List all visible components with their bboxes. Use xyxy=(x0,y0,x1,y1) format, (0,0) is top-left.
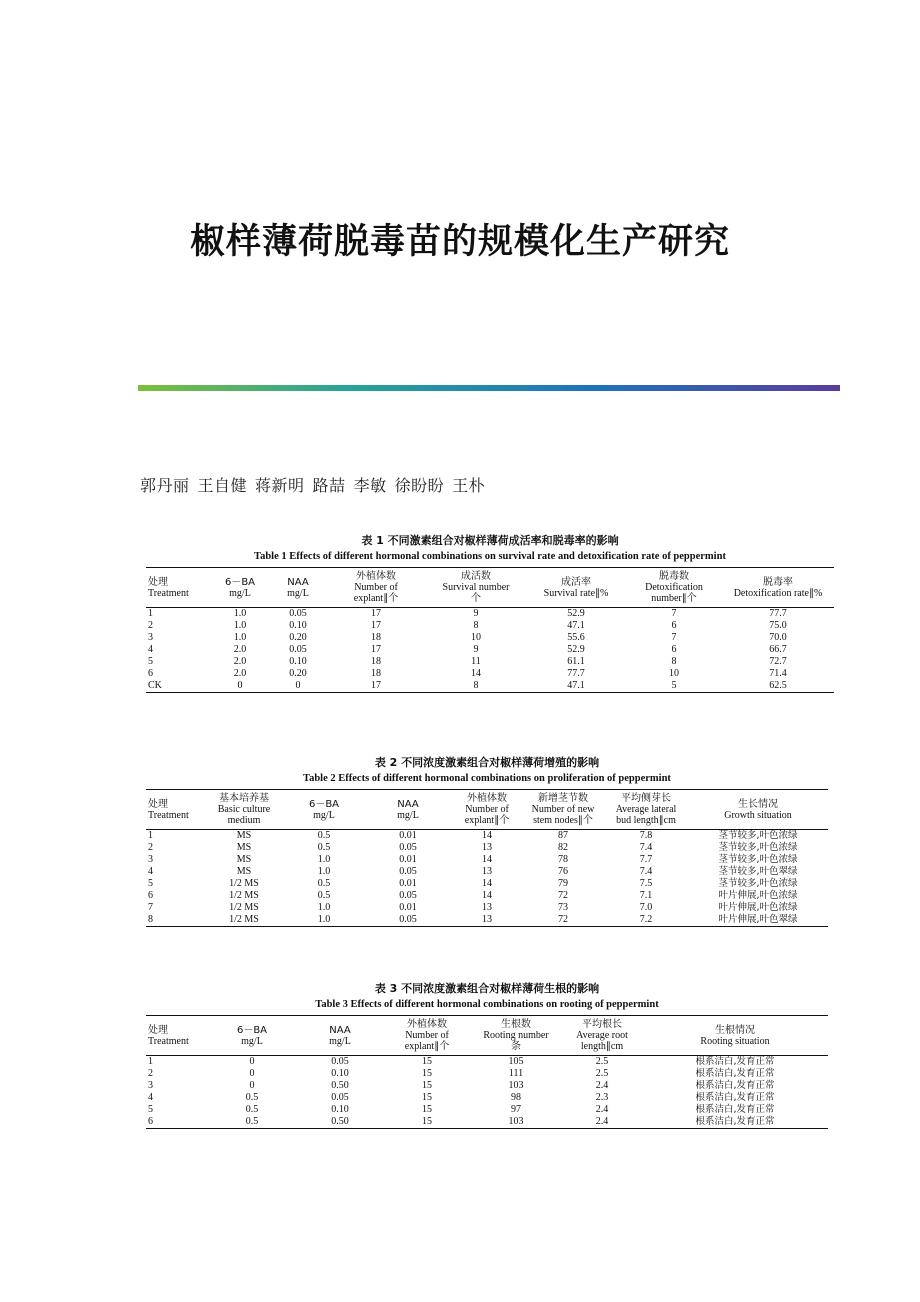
table-cell: 97 xyxy=(511,1104,521,1115)
table-cell: 0.5 xyxy=(245,1092,259,1103)
table-cell: MS xyxy=(236,854,252,865)
table-cell: 105 xyxy=(508,1056,524,1067)
table-cell: 0.10 xyxy=(289,620,307,631)
table-cell: 0.10 xyxy=(289,656,307,667)
table-cell: 2.3 xyxy=(595,1092,609,1103)
table-cell: 13 xyxy=(482,914,492,925)
table-cell: 77.7 xyxy=(769,608,787,619)
table-cell: 0 xyxy=(249,1080,255,1091)
column-header-line: Number of xyxy=(465,804,509,815)
table-column-header xyxy=(208,1016,296,1056)
column-header-line: Survival rate∥% xyxy=(543,587,609,599)
column-header-line: mg/L xyxy=(241,1035,263,1047)
table-row xyxy=(146,902,828,914)
table-2-caption-cn: 表 2 不同浓度激素组合对椒样薄荷增殖的影响 xyxy=(374,756,600,769)
table-cell: 4 xyxy=(148,644,153,655)
table-cell: 7 xyxy=(671,632,677,643)
table-cell: 0.05 xyxy=(399,890,417,901)
table-row xyxy=(146,656,834,668)
table-2-caption-en: Table 2 Effects of different hormonal combinations on proliferation of peppermint xyxy=(303,773,671,784)
table-cell: 76 xyxy=(558,866,568,877)
column-header-line: bud length∥cm xyxy=(616,815,676,826)
table-cell: 18 xyxy=(371,656,381,667)
column-header-line: 成活率 xyxy=(561,576,591,588)
table-cell: 1.0 xyxy=(317,854,331,865)
table-cell: 6 xyxy=(671,644,677,655)
table-column-header xyxy=(384,1016,470,1056)
column-header-line: mg/L xyxy=(287,587,309,599)
author-name: 路喆 xyxy=(312,476,346,495)
table-3-caption-cn: 表 3 不同浓度激素组合对椒样薄荷生根的影响 xyxy=(374,982,600,995)
column-header-line: 处理 xyxy=(148,798,168,810)
table-cell: 79 xyxy=(558,878,568,889)
table-row xyxy=(146,1068,828,1080)
table-cell: 0 xyxy=(249,1068,255,1079)
table-cell: 14 xyxy=(482,854,492,865)
column-header-line: mg/L xyxy=(313,809,335,821)
table-cell: 11 xyxy=(471,656,481,667)
table-cell: 15 xyxy=(422,1092,432,1103)
table-cell: 18 xyxy=(371,668,381,679)
table-cell: 0.5 xyxy=(317,830,331,841)
column-header-line: 生长情况 xyxy=(738,798,778,810)
table-cell: 75.0 xyxy=(769,620,787,631)
table-cell: 0.20 xyxy=(289,668,307,679)
table-cell: 根系洁白,发育正常 xyxy=(695,1116,775,1127)
column-header-line: NAA xyxy=(397,798,419,810)
table-cell: 18 xyxy=(371,632,381,643)
table-cell: 茎节较多,叶色翠绿 xyxy=(718,866,798,877)
column-header-line: explant∥个 xyxy=(464,815,510,826)
table-row xyxy=(146,842,828,854)
column-header-line: 条 xyxy=(511,1041,521,1052)
table-1 xyxy=(146,532,834,693)
author-list xyxy=(140,473,493,496)
column-header-line: explant∥个 xyxy=(404,1041,450,1052)
table-cell: 1.0 xyxy=(317,902,331,913)
table-cell: 9 xyxy=(473,608,479,619)
table-cell: 0.05 xyxy=(399,842,417,853)
table-cell: 62.5 xyxy=(769,680,787,691)
table-row xyxy=(146,1092,828,1104)
table-cell: 52.9 xyxy=(567,644,585,655)
table-cell: 13 xyxy=(482,842,492,853)
table-cell: 52.9 xyxy=(567,608,585,619)
table-row xyxy=(146,680,834,693)
column-header-line: Growth situation xyxy=(724,809,792,821)
table-row xyxy=(146,1116,828,1129)
column-header-line: 6－BA xyxy=(224,576,256,588)
table-cell: 0.5 xyxy=(317,878,331,889)
table-cell: 根系洁白,发育正常 xyxy=(695,1056,775,1067)
table-cell: 0.05 xyxy=(331,1092,349,1103)
table-row xyxy=(146,644,834,656)
table-cell: 0.20 xyxy=(289,632,307,643)
column-header-line: mg/L xyxy=(397,809,419,821)
table-cell: 82 xyxy=(558,842,568,853)
table-cell: 0 xyxy=(295,680,301,691)
table-cell: 0.50 xyxy=(331,1080,349,1091)
table-cell: 47.1 xyxy=(567,680,585,691)
table-column-header xyxy=(146,1016,208,1056)
table-column-header xyxy=(364,790,452,830)
table-row xyxy=(146,620,834,632)
table-column-header xyxy=(326,568,426,608)
table-cell: 2.5 xyxy=(595,1068,609,1079)
table-cell: 8 xyxy=(473,620,479,631)
table-cell: 7.1 xyxy=(639,890,653,901)
table-cell: MS xyxy=(236,842,252,853)
table-cell: 4 xyxy=(148,866,153,877)
table-column-header xyxy=(604,790,688,830)
column-header-line: Detoxification xyxy=(645,582,703,593)
table-cell: 茎节较多,叶色浓绿 xyxy=(718,830,798,841)
table-cell: 7 xyxy=(671,608,677,619)
table-cell: 66.7 xyxy=(769,644,787,655)
table-cell: 茎节较多,叶色浓绿 xyxy=(718,878,798,889)
table-cell: 77.7 xyxy=(567,668,585,679)
column-header-line: 脱毒率 xyxy=(763,576,793,588)
column-header-line: explant∥个 xyxy=(353,593,399,604)
table-cell: 55.6 xyxy=(567,632,585,643)
table-column-header xyxy=(470,1016,562,1056)
table-column-header xyxy=(146,790,204,830)
table-cell: 61.1 xyxy=(567,656,585,667)
table-cell: 0.5 xyxy=(317,890,331,901)
table-cell: 3 xyxy=(148,632,153,643)
table-cell: 7.8 xyxy=(639,830,653,841)
table-cell: 2 xyxy=(148,620,153,631)
column-header-line: Number of new xyxy=(531,804,595,815)
table-column-header xyxy=(526,568,626,608)
table-row xyxy=(146,1104,828,1116)
table-column-header xyxy=(452,790,522,830)
column-header-line: 个 xyxy=(471,593,481,604)
gradient-divider xyxy=(138,385,840,391)
column-header-line: 新增茎节数 xyxy=(538,793,588,804)
table-cell: 1/2 MS xyxy=(229,890,259,901)
table-cell: 72 xyxy=(558,890,568,901)
table-cell: 8 xyxy=(473,680,479,691)
table-cell: 0.01 xyxy=(399,878,417,889)
table-cell: 5 xyxy=(671,680,677,691)
table-cell: 3 xyxy=(148,1080,153,1091)
table-cell: 0.10 xyxy=(331,1068,349,1079)
table-cell: 2.0 xyxy=(233,668,247,679)
table-cell: 7.5 xyxy=(639,878,653,889)
table-cell: 10 xyxy=(669,668,679,679)
column-header-line: Treatment xyxy=(148,587,189,599)
table-cell: 0.5 xyxy=(245,1104,259,1115)
table-cell: 8 xyxy=(148,914,153,925)
table-cell: 0.5 xyxy=(317,842,331,853)
column-header-line: 脱毒数 xyxy=(659,571,689,582)
author-name: 王朴 xyxy=(452,476,486,495)
column-header-line: 6－BA xyxy=(308,798,340,810)
table-cell: 13 xyxy=(482,866,492,877)
table-cell: 5 xyxy=(148,878,153,889)
table-cell: 5 xyxy=(148,656,153,667)
column-header-line: stem nodes∥个 xyxy=(533,815,593,826)
table-cell: 1.0 xyxy=(233,620,247,631)
table-cell: 5 xyxy=(148,1104,153,1115)
table-cell: 0.01 xyxy=(399,830,417,841)
column-header-line: medium xyxy=(227,815,261,826)
table-cell: 4 xyxy=(148,1092,153,1103)
table-row xyxy=(146,1080,828,1092)
table-cell: 0.05 xyxy=(399,866,417,877)
table-cell: 14 xyxy=(482,890,492,901)
table-cell: 2.0 xyxy=(233,656,247,667)
table-cell: 0.05 xyxy=(289,608,307,619)
table-cell: 15 xyxy=(422,1080,432,1091)
column-header-line: Rooting number xyxy=(483,1030,549,1041)
column-header-line: 平均侧芽长 xyxy=(621,793,671,804)
table-1-caption-en: Table 1 Effects of different hormonal combinations on survival rate and detoxification rate of peppermint xyxy=(254,551,726,562)
table-column-header xyxy=(522,790,604,830)
table-cell: 7.7 xyxy=(639,854,653,865)
table-cell: 103 xyxy=(508,1080,524,1091)
column-header-line: 外植体数 xyxy=(356,571,396,582)
table-cell: 10 xyxy=(471,632,481,643)
column-header-line: 平均根长 xyxy=(582,1019,622,1030)
table-column-header xyxy=(204,790,284,830)
table-cell: 1.0 xyxy=(317,914,331,925)
table-cell: 13 xyxy=(482,902,492,913)
table-cell: 6 xyxy=(148,890,153,901)
table-cell: 17 xyxy=(371,680,381,691)
page-title: 椒样薄荷脱毒苗的规模化生产研究 xyxy=(189,221,730,262)
table-row xyxy=(146,668,834,680)
column-header-line: Number of xyxy=(354,582,398,593)
table-cell: 0.01 xyxy=(399,854,417,865)
table-cell: 6 xyxy=(148,668,153,679)
table-row xyxy=(146,878,828,890)
table-cell: 103 xyxy=(508,1116,524,1127)
table-cell: 9 xyxy=(473,644,479,655)
table-cell: 73 xyxy=(558,902,568,913)
author-name: 蒋新明 xyxy=(255,476,305,495)
table-column-header xyxy=(270,568,326,608)
column-header-line: 处理 xyxy=(148,1024,168,1036)
table-cell: 14 xyxy=(471,668,481,679)
column-header-line: 成活数 xyxy=(461,571,491,582)
table-cell: 0.01 xyxy=(399,902,417,913)
author-name: 徐盼盼 xyxy=(394,476,445,495)
table-cell: 0.05 xyxy=(331,1056,349,1067)
table-cell: 15 xyxy=(422,1116,432,1127)
author-name: 王自健 xyxy=(197,476,248,495)
table-column-header xyxy=(426,568,526,608)
table-cell: 0.5 xyxy=(245,1116,259,1127)
table-cell: 叶片伸展,叶色浓绿 xyxy=(718,890,798,901)
column-header-line: number∥个 xyxy=(651,593,697,604)
column-header-line: 处理 xyxy=(148,576,168,588)
table-cell: 14 xyxy=(482,830,492,841)
column-header-line: 6－BA xyxy=(236,1024,268,1036)
table-cell: 2.4 xyxy=(595,1080,609,1091)
table-cell: 根系洁白,发育正常 xyxy=(695,1092,775,1103)
column-header-line: Detoxification rate∥% xyxy=(733,587,823,599)
table-cell: 7.2 xyxy=(639,914,653,925)
table-cell: 8 xyxy=(671,656,677,667)
column-header-line: Rooting situation xyxy=(700,1035,770,1047)
table-cell: 71.4 xyxy=(769,668,787,679)
table-column-header xyxy=(296,1016,384,1056)
table-cell: 根系洁白,发育正常 xyxy=(695,1068,775,1079)
table-cell: 1 xyxy=(148,830,153,841)
table-column-header xyxy=(210,568,270,608)
table-cell: 1/2 MS xyxy=(229,878,259,889)
table-column-header xyxy=(722,568,834,608)
table-cell: 17 xyxy=(371,620,381,631)
column-header-line: 生根情况 xyxy=(715,1024,755,1036)
table-cell: 0.50 xyxy=(331,1116,349,1127)
table-column-header xyxy=(642,1016,828,1056)
table-cell: 47.1 xyxy=(567,620,585,631)
table-column-header xyxy=(626,568,722,608)
table-cell: 1/2 MS xyxy=(229,914,259,925)
table-cell: 7.4 xyxy=(639,842,653,853)
table-cell: 6 xyxy=(148,1116,153,1127)
table-column-header xyxy=(284,790,364,830)
table-cell: 72.7 xyxy=(769,656,787,667)
table-cell: 111 xyxy=(508,1068,524,1079)
table-cell: 0.05 xyxy=(399,914,417,925)
table-cell: 98 xyxy=(511,1092,521,1103)
column-header-line: Average root xyxy=(576,1030,628,1041)
table-cell: 根系洁白,发育正常 xyxy=(695,1080,775,1091)
author-name: 李敏 xyxy=(353,476,387,495)
table-row xyxy=(146,632,834,644)
table-row xyxy=(146,1056,828,1069)
column-header-line: Basic culture xyxy=(217,804,271,815)
table-cell: 1.0 xyxy=(317,866,331,877)
table-cell: 0.10 xyxy=(331,1104,349,1115)
table-cell: 1 xyxy=(148,1056,153,1067)
table-cell: 7 xyxy=(148,902,153,913)
table-row xyxy=(146,830,828,843)
table-cell: CK xyxy=(148,680,162,691)
table-cell: 15 xyxy=(422,1068,432,1079)
table-cell: 0 xyxy=(249,1056,255,1067)
table-cell: 3 xyxy=(148,854,153,865)
table-cell: 1 xyxy=(148,608,153,619)
column-header-line: Average lateral xyxy=(615,804,677,815)
table-row xyxy=(146,914,828,927)
column-header-line: Treatment xyxy=(148,1035,189,1047)
table-cell: 根系洁白,发育正常 xyxy=(695,1104,775,1115)
column-header-line: Survival number xyxy=(442,582,510,593)
column-header-line: length∥cm xyxy=(580,1041,624,1052)
column-header-line: Treatment xyxy=(148,809,189,821)
table-cell: 2.4 xyxy=(595,1104,609,1115)
table-cell: 17 xyxy=(371,608,381,619)
table-cell: 0.05 xyxy=(289,644,307,655)
table-cell: 17 xyxy=(371,644,381,655)
table-3-caption-en: Table 3 Effects of different hormonal combinations on rooting of peppermint xyxy=(315,999,659,1010)
column-header-line: mg/L xyxy=(329,1035,351,1047)
column-header-line: mg/L xyxy=(229,587,251,599)
table-1-caption-cn: 表 1 不同激素组合对椒样薄荷成活率和脱毒率的影响 xyxy=(361,534,619,547)
table-cell: 2 xyxy=(148,1068,153,1079)
column-header-line: NAA xyxy=(287,576,309,588)
table-header-row xyxy=(146,790,828,830)
table-cell: MS xyxy=(236,866,252,877)
table-cell: MS xyxy=(236,830,252,841)
table-cell: 70.0 xyxy=(769,632,787,643)
table-cell: 7.0 xyxy=(639,902,653,913)
table-row xyxy=(146,854,828,866)
table-cell: 0 xyxy=(237,680,243,691)
table-cell: 6 xyxy=(671,620,677,631)
table-2 xyxy=(146,754,828,927)
column-header-line: 基本培养基 xyxy=(219,793,269,804)
table-cell: 1.0 xyxy=(233,632,247,643)
column-header-line: 外植体数 xyxy=(407,1019,447,1030)
table-row xyxy=(146,866,828,878)
table-cell: 1.0 xyxy=(233,608,247,619)
table-column-header xyxy=(688,790,828,830)
author-name: 郭丹丽 xyxy=(140,476,190,495)
table-cell: 茎节较多,叶色浓绿 xyxy=(718,854,798,865)
table-cell: 78 xyxy=(558,854,568,865)
table-cell: 2.0 xyxy=(233,644,247,655)
table-cell: 1/2 MS xyxy=(229,902,259,913)
column-header-line: NAA xyxy=(329,1024,351,1036)
table-cell: 14 xyxy=(482,878,492,889)
table-cell: 2.5 xyxy=(595,1056,609,1067)
table-cell: 叶片伸展,叶色浓绿 xyxy=(718,902,798,913)
table-cell: 茎节较多,叶色浓绿 xyxy=(718,842,798,853)
table-cell: 2.4 xyxy=(595,1116,609,1127)
table-cell: 叶片伸展,叶色翠绿 xyxy=(718,914,798,925)
table-cell: 15 xyxy=(422,1104,432,1115)
table-column-header xyxy=(146,568,210,608)
table-cell: 2 xyxy=(148,842,153,853)
column-header-line: 外植体数 xyxy=(467,793,507,804)
table-3 xyxy=(146,980,828,1129)
table-column-header xyxy=(562,1016,642,1056)
table-header-row xyxy=(146,568,834,608)
table-row xyxy=(146,890,828,902)
table-header-row xyxy=(146,1016,828,1056)
table-cell: 87 xyxy=(558,830,568,841)
column-header-line: Number of xyxy=(405,1030,449,1041)
column-header-line: 生根数 xyxy=(501,1019,531,1030)
table-row xyxy=(146,608,834,621)
table-cell: 15 xyxy=(422,1056,432,1067)
table-cell: 7.4 xyxy=(639,866,653,877)
table-cell: 72 xyxy=(558,914,568,925)
